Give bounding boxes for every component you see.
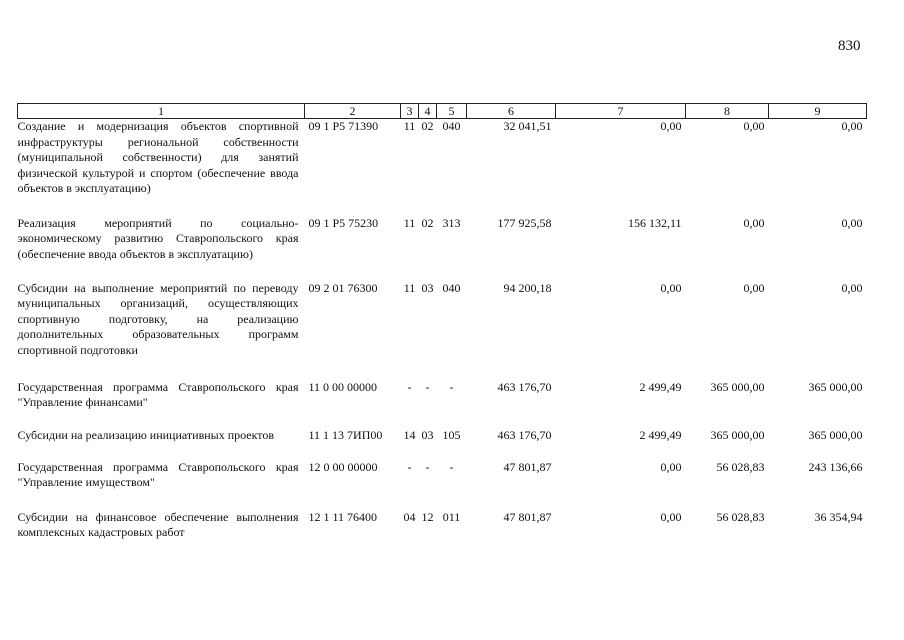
row-value-9: 365 000,00 — [808, 427, 863, 442]
row-value-9: 0,00 — [841, 280, 863, 295]
row-name: Субсидии на выполнение мероприятий по переводу муниципальных организаций, осуществляющих спортивную подготовку, на реализацию дополнительных образовательных программ спортивной подготовки — [17, 280, 299, 357]
row-section: 14 — [403, 427, 416, 442]
row-code: 12 0 00 00000 — [308, 459, 378, 474]
table-row — [18, 380, 867, 428]
row-subsection: 02 — [421, 215, 434, 230]
page-number: 830 — [838, 38, 861, 54]
row-value-9: 365 000,00 — [808, 379, 863, 394]
row-type: 105 — [442, 427, 461, 442]
header-row — [18, 104, 867, 119]
row-name: Государственная программа Ставропольского края "Управление имуществом" — [17, 459, 299, 489]
row-section: 04 — [403, 509, 416, 524]
row-value-6: 177 925,58 — [497, 215, 552, 230]
header-col-1: 1 — [18, 104, 305, 119]
row-value-6: 463 176,70 — [497, 427, 552, 442]
row-value-7: 2 499,49 — [639, 427, 682, 442]
row-value-7: 0,00 — [660, 509, 682, 524]
row-code: 11 0 00 00000 — [308, 379, 378, 394]
row-subsection: - — [425, 459, 430, 474]
row-type: - — [449, 379, 454, 394]
header-col-2: 2 — [305, 104, 401, 119]
header-col-8: 8 — [686, 104, 769, 119]
row-value-6: 32 041,51 — [503, 119, 552, 133]
header-col-3: 3 — [401, 104, 419, 119]
row-value-8: 56 028,83 — [716, 509, 765, 524]
row-value-8: 56 028,83 — [716, 459, 765, 474]
row-code: 09 2 01 76300 — [308, 280, 378, 295]
row-value-8: 0,00 — [743, 215, 765, 230]
row-value-6: 463 176,70 — [497, 379, 552, 394]
row-value-6: 47 801,87 — [503, 509, 552, 524]
row-value-8: 365 000,00 — [710, 379, 765, 394]
row-section: - — [407, 459, 412, 474]
row-section: 11 — [403, 280, 416, 295]
row-section: 11 — [403, 215, 416, 230]
header-col-9: 9 — [769, 104, 867, 119]
row-value-7: 0,00 — [660, 280, 682, 295]
table-row — [18, 460, 867, 510]
row-name: Создание и модернизация объектов спортивной инфраструктуры региональной собственности (муниципальной собственности) для занятий физической культурой и спортом (обеспечение ввода объектов в эксплуатацию) — [17, 119, 299, 195]
row-section: - — [407, 379, 412, 394]
row-code: 12 1 11 76400 — [308, 509, 378, 524]
row-value-9: 36 354,94 — [814, 509, 863, 524]
row-type: 011 — [442, 509, 461, 524]
row-name: Субсидии на финансовое обеспечение выполнения комплексных кадастровых работ — [17, 509, 299, 539]
row-name: Субсидии на реализацию инициативных проектов — [17, 427, 275, 442]
table-row — [18, 428, 867, 460]
header-col-4: 4 — [419, 104, 437, 119]
table-row — [18, 216, 867, 281]
row-code: 09 1 P5 71390 — [308, 119, 379, 133]
row-type: 313 — [442, 215, 461, 230]
row-name: Реализация мероприятий по социально-экономическому развитию Ставропольского края (обеспечение ввода объектов в эксплуатацию) — [17, 215, 299, 261]
header-col-6: 6 — [467, 104, 556, 119]
row-value-9: 0,00 — [841, 215, 863, 230]
row-name: Государственная программа Ставропольского края "Управление финансами" — [17, 379, 299, 409]
row-subsection: - — [425, 379, 430, 394]
row-section: 11 — [403, 119, 416, 133]
row-subsection: 03 — [421, 280, 434, 295]
row-value-7: 2 499,49 — [639, 379, 682, 394]
row-subsection: 02 — [421, 119, 434, 133]
row-value-9: 243 136,66 — [808, 459, 863, 474]
row-value-6: 47 801,87 — [503, 459, 552, 474]
row-value-6: 94 200,18 — [503, 280, 552, 295]
row-value-7: 0,00 — [660, 459, 682, 474]
header-col-5: 5 — [437, 104, 467, 119]
budget-table — [17, 103, 867, 544]
row-value-8: 0,00 — [743, 119, 765, 133]
table-row — [18, 281, 867, 380]
row-type: - — [449, 459, 454, 474]
row-value-9: 0,00 — [841, 119, 863, 133]
row-value-8: 365 000,00 — [710, 427, 765, 442]
table-row — [18, 119, 867, 216]
row-type: 040 — [442, 280, 461, 295]
row-type: 040 — [442, 119, 461, 133]
row-code: 09 1 P5 75230 — [308, 215, 379, 230]
row-subsection: 12 — [421, 509, 434, 524]
row-value-7: 156 132,11 — [627, 215, 682, 230]
table-row — [18, 510, 867, 544]
header-col-7: 7 — [556, 104, 686, 119]
row-value-8: 0,00 — [743, 280, 765, 295]
row-value-7: 0,00 — [660, 119, 682, 133]
row-code: 11 1 13 7ИП00 — [308, 427, 383, 442]
row-subsection: 03 — [421, 427, 434, 442]
